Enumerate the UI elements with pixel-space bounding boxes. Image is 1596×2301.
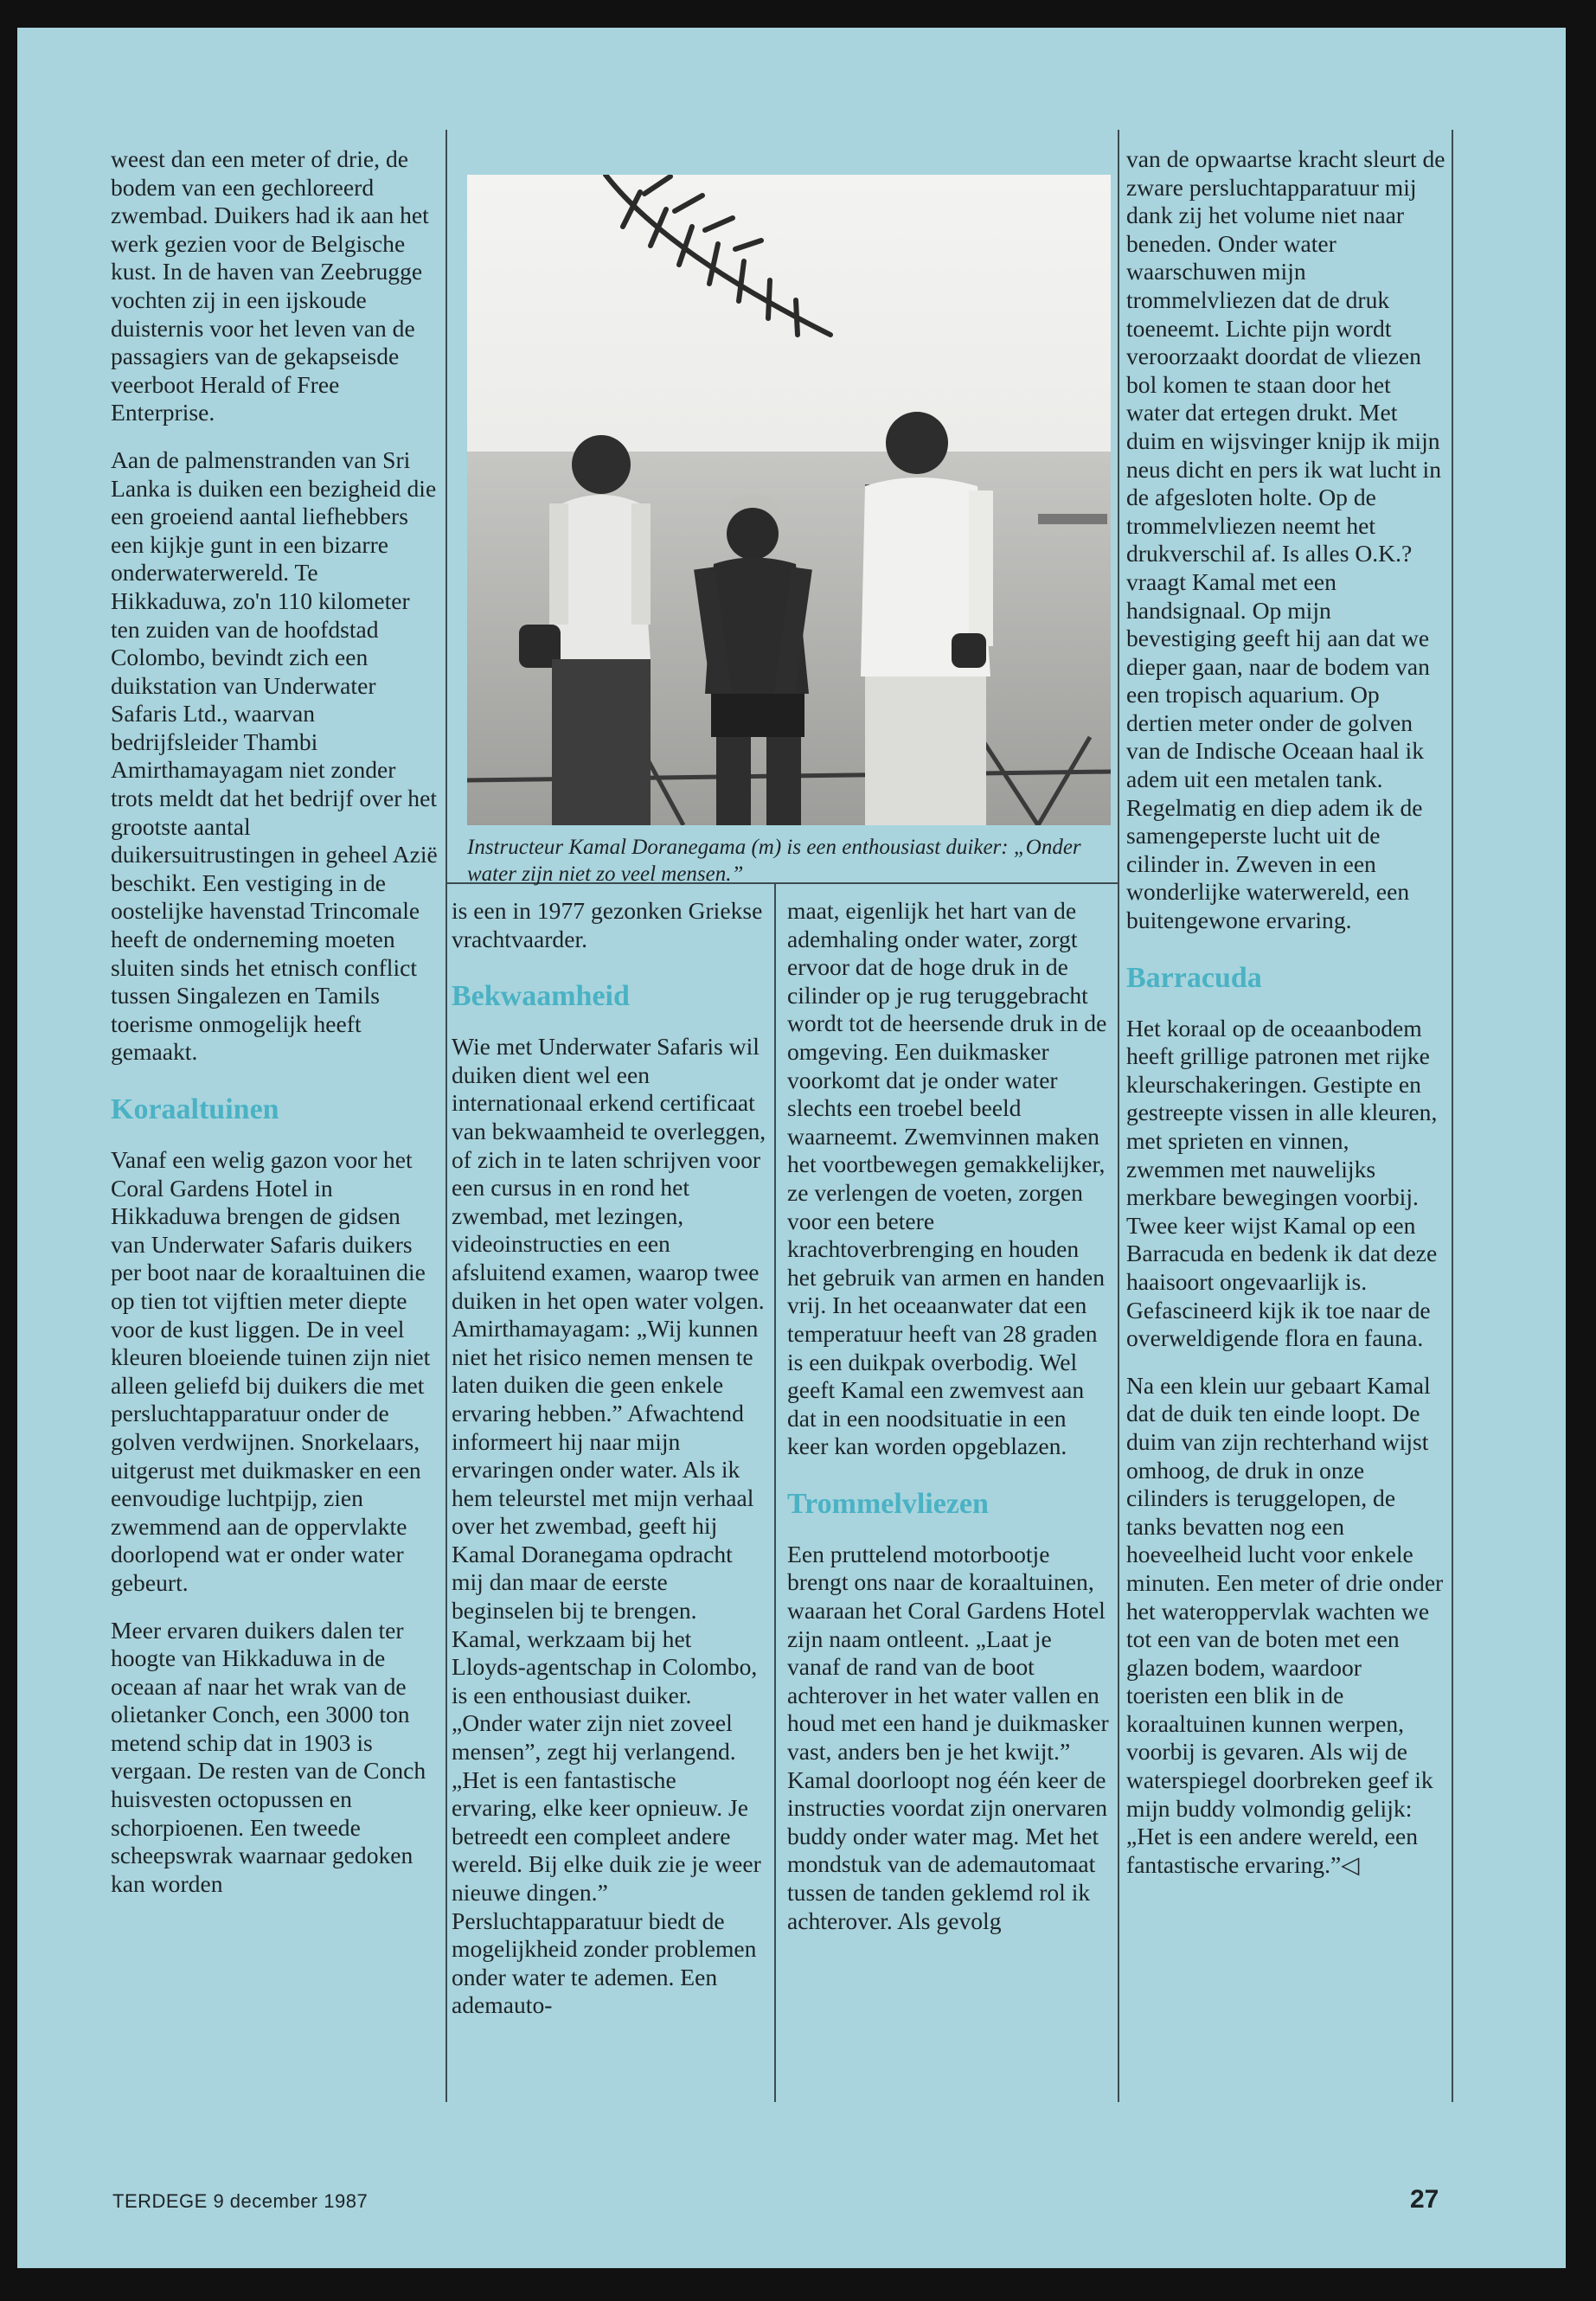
- paragraph: is een in 1977 gezonken Griekse vrachtvaarder.: [452, 897, 763, 952]
- column-rule: [1452, 130, 1453, 2102]
- paragraph: Aan de palmenstranden van Sri Lanka is duiken een bezigheid die een groeiend aantal liefhebbers een kijkje gunt in een bizarre onderwaterwereld. Te Hikkaduwa, zo'n 110 kilometer ten zuiden van de hoofdstad Colombo, bevindt zich een duikstation van Underwater Safaris Ltd., waarvan bedrijfsleider Thambi Amirthamayagam niet zonder trots meldt dat het bedrijf over het grootste aantal duikersuitrustingen in geheel Azië beschikt. Een vestiging in de oostelijke havenstad Trincomale heeft de onderneming moeten sluiten sinds het etnisch conflict tussen Singalezen en Tamils toerisme onmogelijk heeft gemaakt.: [111, 445, 438, 1066]
- paragraph: Na een klein uur gebaart Kamal dat de duik ten einde loopt. De duim van zijn rechterhand wijst omhoog, de druk in onze cilinders is teruggelopen, de tanks bevatten nog een hoeveelheid lucht voor enkele minuten. Een meter of drie onder het wateroppervlak wachten we tot een van de boten met een glazen bodem, waardoor toeristen een blik in de koraaltuinen kunnen werpen, voorbij is gevaren. Als wij de waterspiegel doorbreken geef ik mijn buddy volmondig gelijk: „Het is een andere wereld, een fantastische ervaring.”◁: [1126, 1371, 1444, 1878]
- magazine-footer: TERDEGE 9 december 1987: [112, 2190, 369, 2212]
- paragraph: weest dan een meter of drie, de bodem van een gechloreerd zwembad. Duikers had ik aan het werk gezien voor de Belgische kust. In de haven van Zeebrugge vochten zij in een ijskoude duisternis voor het leven van de passagiers van de gekapseisde veerboot Herald of Free Enterprise.: [111, 145, 429, 426]
- column-rule: [1118, 130, 1119, 2102]
- article-column-3: [787, 897, 1109, 1954]
- paragraph: Wie met Underwater Safaris wil duiken dient wel een internationaal erkend certificaat van bekwaamheid te overleggen, of zich in te laten schrijven voor een cursus in en rond het zwembad, met lezingen, videoinstructies en een afsluitend examen, waarop twee duiken in het open water volgen. Amirthamayagam: „Wij kunnen niet het risico nemen mensen te laten duiken die geen enkele ervaring hebben.” Afwachtend informeert hij naar mijn ervaringen onder water. Als ik hem teleurstel met mijn verhaal over het zwembad, geeft hij Kamal Doranegama opdracht mij dan maar de eerste beginselen bij te brengen. Kamal, werkzaam bij het Lloyds-agentschap in Colombo, is een enthousiast duiker. „Onder water zijn niet zoveel mensen”, zegt hij verlangend. „Het is een fantastische ervaring, elke keer opnieuw. Je betreedt een compleet andere wereld. Bij elke duik zie je weer nieuwe dingen.” Persluchtapparatuur biedt de mogelijkheid zonder problemen onder water te ademen. Een ademauto-: [452, 1033, 766, 2019]
- section-heading: Bekwaamheid: [452, 980, 630, 1013]
- section-heading: Trommelvliezen: [787, 1487, 989, 1520]
- magazine-page: [17, 28, 1566, 2268]
- section-heading: Barracuda: [1126, 961, 1262, 994]
- article-photo: [467, 175, 1111, 825]
- paragraph: maat, eigenlijk het hart van de ademhaling onder water, zorgt ervoor dat de hoge druk in de cilinder op je rug teruggebracht wordt tot de heersende druk in de omgeving. Een duikmasker voorkomt dat je onder water slechts een troebel beeld waarneemt. Zwemvinnen maken het voortbewegen gemakkelijker, ze verlengen de voeten, zorgen voor een betere krachtoverbrenging en houden het gebruik van armen en handen vrij. In het oceaanwater dat een temperatuur heeft van 28 graden is een duikpak overbodig. Wel geeft Kamal een zwemvest aan dat in een noodsituatie in een keer kan worden opgeblazen.: [787, 897, 1107, 1460]
- paragraph: Meer ervaren duikers dalen ter hoogte van Hikkaduwa in de oceaan af naar het wrak van de olietanker Conch, een 3000 ton metend schip dat in 1903 is vergaan. De resten van de Conch huisvesten octopussen en schorpioenen. Een tweede scheepswrak waarnaar gedoken kan worden: [111, 1616, 426, 1897]
- paragraph: van de opwaartse kracht sleurt de zware persluchtapparatuur mij dank zij het volume niet naar beneden. Onder water waarschuwen mijn trommelvliezen dat de druk toeneemt. Lichte pijn wordt veroorzaakt doordat de vliezen bol komen te staan door het water dat ertegen drukt. Met duim en wijsvinger knijp ik mijn neus dicht en pers ik wat lucht in de afgesloten holte. Op de trommelvliezen neemt het drukverschil af. Is alles O.K.? vraagt Kamal met een handsignaal. Op mijn bevestiging geeft hij aan dat we dieper gaan, naar de bodem van een tropisch aquarium. Op dertien meter onder de golven van de Indische Oceaan haal ik adem uit een metalen tank. Regelmatig en diep adem ik de samengeperste lucht uit de cilinder in. Zweven in een wonderlijke waterwereld, een buitengewone ervaring.: [1126, 145, 1445, 934]
- section-heading: Koraaltuinen: [111, 1093, 279, 1125]
- article-column-1: [111, 145, 439, 1917]
- column-rule: [445, 130, 447, 2102]
- column-rule: [774, 884, 776, 2102]
- page-number: 27: [1410, 2185, 1439, 2214]
- article-column-2: [452, 897, 767, 2039]
- paragraph: Een pruttelend motorbootje brengt ons naar de koraaltuinen, waaraan het Coral Gardens Hotel zijn naam ontleent. „Laat je vanaf de rand van de boot achterover in het water vallen en houd met een hand je duikmasker vast, anders ben je het kwijt.” Kamal doorloopt nog één keer de instructies voordat zijn onervaren buddy onder water mag. Met het mondstuk van de ademautomaat tussen de tanden geklemd rol ik achterover. Als gevolg: [787, 1540, 1109, 1934]
- photo-caption: Instructeur Kamal Doranegama (m) is een enthousiast duiker: „Onder water zijn niet zo veel mensen.”: [467, 836, 1081, 886]
- paragraph: Vanaf een welig gazon voor het Coral Gardens Hotel in Hikkaduwa brengen de gidsen van Underwater Safaris duikers per boot naar de koraaltuinen die op tien tot vijftien meter diepte voor de kust liggen. De in veel kleuren bloeiende tuinen zijn niet alleen geliefd bij duikers die met persluchtapparatuur onder de golven verdwijnen. Snorkelaars, uitgerust met duikmasker en een eenvoudige luchtpijp, zien zwemmend aan de oppervlakte doorlopend wat er onder water gebeurt.: [111, 1146, 431, 1596]
- paragraph: Het koraal op de oceaanbodem heeft grillige patronen met rijke kleurschakeringen. Gestipte en gestreepte vissen in alle kleuren, met sprieten en vinnen, zwemmen met nauwelijks merkbare bewegingen voorbij. Twee keer wijst Kamal op een Barracuda en bedenk ik dat deze haaisoort ongevaarlijk is. Gefascineerd kijk ik toe naar de overweldigende flora en fauna.: [1126, 1014, 1438, 1352]
- article-column-4: [1126, 145, 1446, 1898]
